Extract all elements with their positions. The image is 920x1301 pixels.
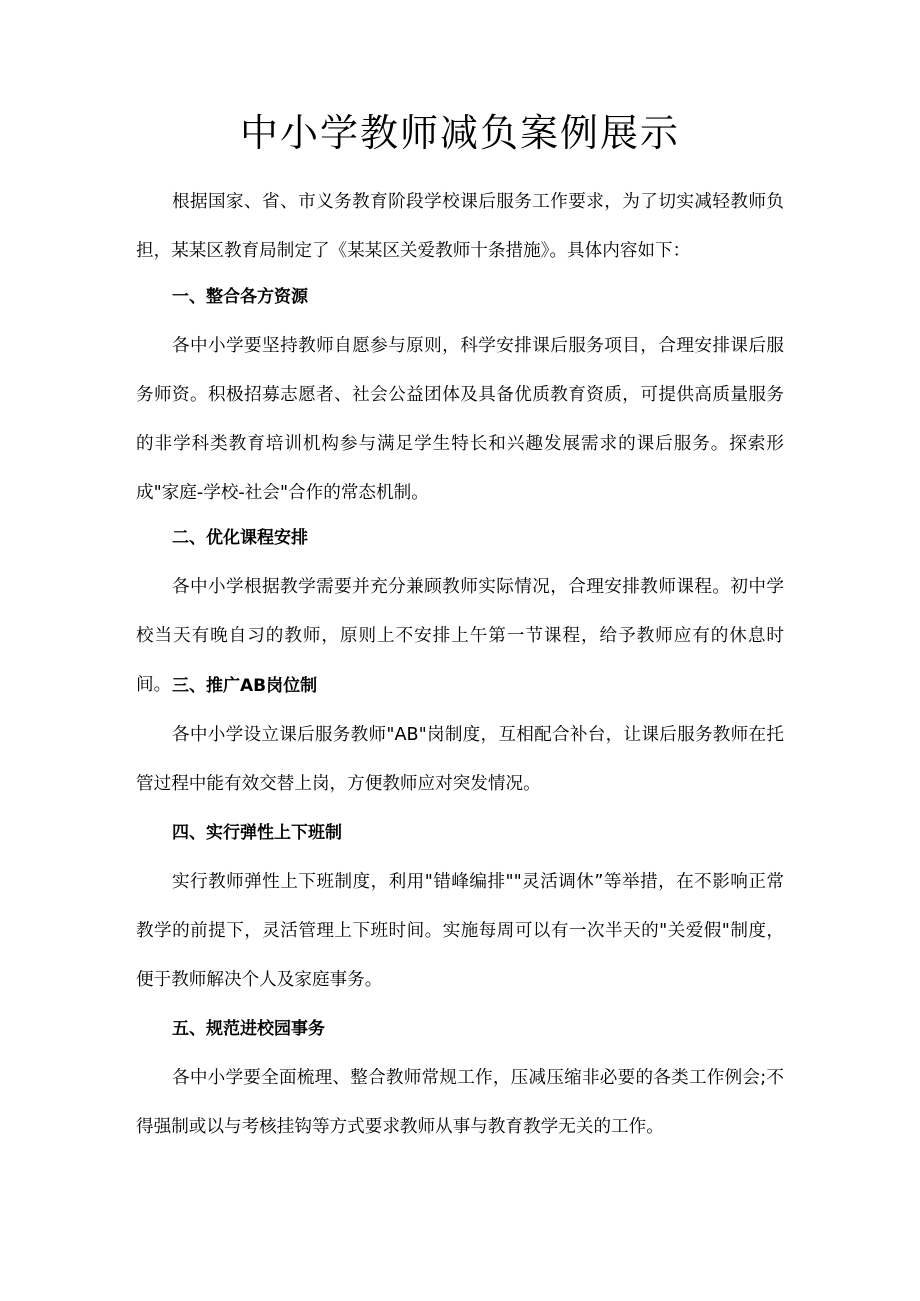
section-2-body: 各中小学根据教学需要并充分兼顾教师实际情况，合理安排教师课程。初中学校当天有晚自习的教师，原则上不安排上午第一节课程，给予教师应有的休息时间。	[136, 577, 784, 695]
section-1-heading: 一、整合各方资源	[172, 287, 308, 307]
section-3-body: 各中小学设立课后服务教师"AB"岗制度，互相配合补台，让课后服务教师在托管过程中能有效交替上岗，方便教师应对突发情况。	[136, 725, 784, 794]
section-5-heading: 五、规范进校园事务	[172, 1019, 325, 1039]
section-1-body: 各中小学要坚持教师自愿参与原则，科学安排课后服务项目，合理安排课后服务师资。积极招募志愿者、社会公益团体及具备优质教育资质，可提供高质量服务的非学科类教育培训机构参与满足学生特长和兴趣发展需求的课后服务。探索形成"家庭-学校-社会"合作的常态机制。	[136, 336, 784, 503]
document-title: 中小学教师减负案例展示	[239, 111, 680, 155]
section-5-body: 各中小学要全面梳理、整合教师常规工作，压减压缩非必要的各类工作例会;不得强制或以与考核挂钩等方式要求教师从事与教育教学无关的工作。	[136, 1068, 784, 1137]
section-4-body: 实行教师弹性上下班制度，利用"错峰编排""灵活调休”等举措，在不影响正常教学的前提下，灵活管理上下班时间。实施每周可以有一次半天的"关爱假"制度，便于教师解决个人及家庭事务。	[136, 872, 784, 990]
intro-paragraph: 根据国家、省、市义务教育阶段学校课后服务工作要求，为了切实减轻教师负担，某某区教育局制定了《某某区关爱教师十条措施》。具体内容如下：	[136, 192, 784, 261]
section-4-heading: 四、实行弹性上下班制	[172, 823, 342, 843]
section-2-heading: 二、优化课程安排	[172, 528, 308, 548]
section-3-heading: 三、推广AB岗位制	[172, 676, 318, 696]
